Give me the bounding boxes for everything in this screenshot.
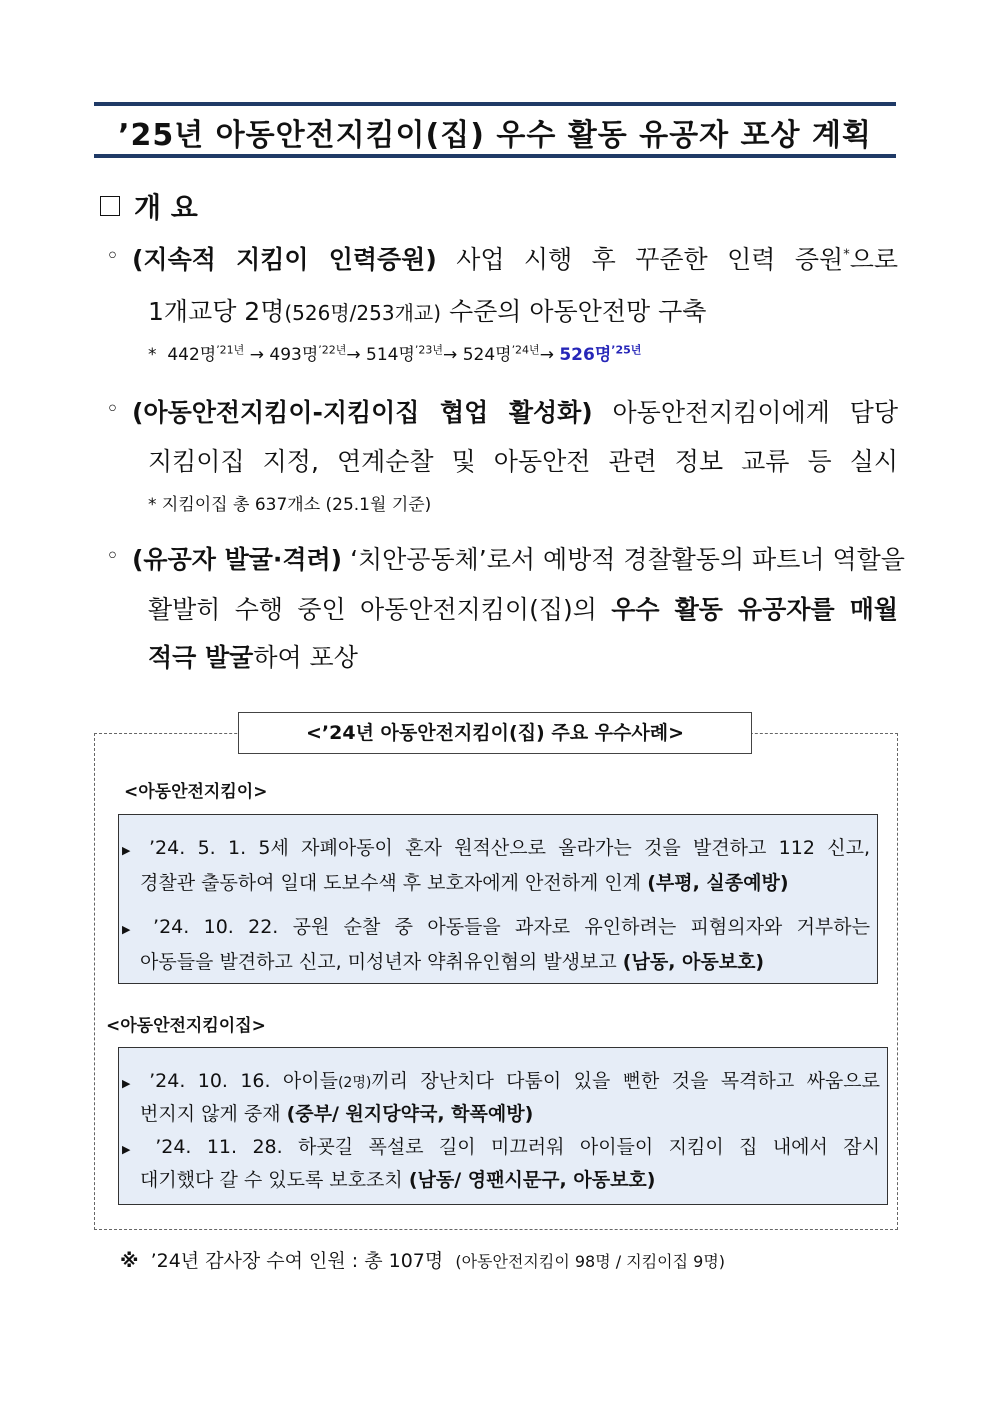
bullet-circle-icon: ◦ <box>106 544 119 569</box>
case-item: ▶ ’24. 10. 16. 아이들(2명)끼리 장난치다 다툼이 있을 뻔한 것을 목격하고 싸움으로 번지지 않게 중재 (중부/ 원지당약국, 학폭예방) <box>122 1070 880 1125</box>
item-3-line-2: 활발히 수행 중인 아동안전지킴이(집)의 우수 활동 유공자를 매월 <box>148 595 899 624</box>
item-3-line-1: (유공자 발굴·격려) ‘치안공동체’로서 예방적 경찰활동의 파트너 역할을 <box>132 545 905 574</box>
item-1-line-1: (지속적 지킴이 인력증원) 사업 시행 후 꾸준한 인력 증원*으로 <box>132 245 898 274</box>
section-heading <box>100 186 198 226</box>
page-title: ’25년 아동안전지킴이(집) 우수 활동 유공자 포상 계획 <box>118 118 872 153</box>
case-item: ▶ ’24. 11. 28. 하굣길 폭설로 길이 미끄러워 아이들이 지킴이 집 내에서 잠시 대기했다 갈 수 있도록 보호조치 (남동/ 영팬시문구, 아동보호) <box>122 1136 880 1191</box>
group-label-guard-houses: <아동안전지킴이집> <box>106 1016 266 1036</box>
triangle-bullet-icon: ▶ <box>122 844 137 857</box>
item-3-line-3: 적극 발굴하여 포상 <box>148 643 358 672</box>
triangle-bullet-icon: ▶ <box>122 1143 140 1156</box>
note-staff-growth: * 442명$^{’21년}$ → 493명$^{’22년}$→ 514명$^{’23년}$→ 524명$^{’24년}$→ 526명$^{’25년}$ <box>148 343 642 365</box>
bullet-circle-icon: ◦ <box>106 397 119 422</box>
item-1-line-2: 1개교당 2명(526명/253개교) 수준의 아동안전망 구축 <box>148 297 707 326</box>
triangle-bullet-icon: ▶ <box>122 1077 137 1090</box>
case-item: ▶ ’24. 5. 1. 5세 자폐아동이 혼자 원적산으로 올라가는 것을 발견하고 112 신고, 경찰관 출동하여 일대 도보수색 후 보호자에게 안전하게 인계 (부평, 실종예방) <box>122 837 870 894</box>
case-item: ▶ ’24. 10. 22. 공원 순찰 중 아동들을 과자로 유인하려는 피혐의자와 거부하는 아동들을 발견하고 신고, 미성년자 약취유인혐의 발생보고 (남동, 아동보호) <box>122 916 870 973</box>
bullet-circle-icon: ◦ <box>106 244 119 269</box>
checkbox-square-icon <box>100 196 120 216</box>
award-summary: ※ ’24년 감사장 수여 인원 : 총 107명 (아동안전지킴이 98명 / 지킴이집 9명) <box>120 1250 726 1272</box>
cases-title: <’24년 아동안전지킴이(집) 주요 우수사례> <box>238 712 752 754</box>
item-2-line-1: (아동안전지킴이-지킴이집 협업 활성화) 아동안전지킴이에게 담당 <box>132 398 898 427</box>
triangle-bullet-icon: ▶ <box>122 923 139 936</box>
group-label-guardians: <아동안전지킴이> <box>124 782 268 802</box>
section-heading-label: 개 요 <box>134 191 198 224</box>
item-2-line-2: 지킴이집 지정, 연계순찰 및 아동안전 관련 정보 교류 등 실시 <box>148 447 898 476</box>
note-guard-houses: * 지킴이집 총 637개소 (25.1월 기준) <box>148 495 432 515</box>
